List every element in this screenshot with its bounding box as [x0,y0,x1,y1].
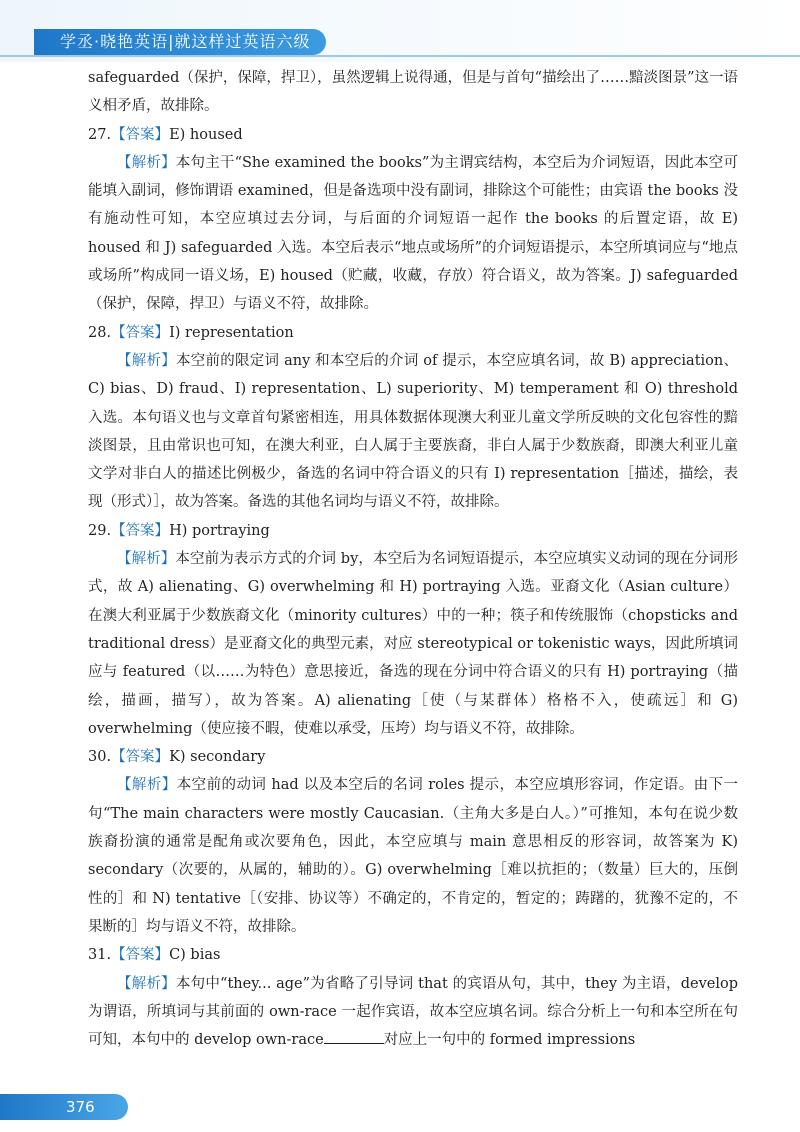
analysis-text-continued: 对应上一句中的 formed impressions [383,1032,636,1049]
analysis-28 [88,347,738,517]
analysis-text: 本句中“they... age”为省略了引导词 that 的宾语从句，其中，they 为主语，develop 为谓语，所填词与其前面的 own-race 一起作宾语，故本空应填名词。综合分析上一句和本空所在句可知，本句中的 develop own-race [88,975,739,1049]
analysis-27 [88,149,738,319]
analysis-label: 【解析】 [117,551,176,568]
analysis-text: 本空前的动词 had 以及本空后的名词 roles 提示，本空应填形容词，作定语。由下一句“The main characters were mostly Caucasian.（主角大多是白人。）”可推知，本句在说少数族裔扮演的通常是配角或次要角色，因此，本空应填与 main 意思相反的形容词，故答案为 K) secondary（次要的，从属的，辅助的）。G) overwhelming［难以抗拒的；（数量）巨大的，压倒性的］和 N) tentative［（安排、协议等）不确定的，不肯定的，暂定的；踌躇的，犹豫不定的，不果断的］均与语义不符，故排除。 [88,777,738,935]
header-divider [0,55,800,57]
question-number: 27. [88,126,112,143]
analysis-label: 【解析】 [117,975,176,992]
analysis-text: 本空前为表示方式的介词 by，本空后为名词短语提示，本空应填实义动词的现在分词形式，故 A) alienating、G) overwhelming 和 H) portraying 入选。亚裔文化（Asian culture）在澳大利亚属于少数族裔文化（minority cultures）中的一种；筷子和传统服饰（chopsticks and traditional dress）是亚裔文化的典型元素，对应 stereotypical or tokenistic ways，因此所填词应与 featured（以……为特色）意思接近，备选的现在分词中符合语义的只有 H) portraying（描绘，描画，描写），故为答案。A) alienating［使（与某群体）格格不入，使疏远］和 G) overwhelming（使应接不暇，使难以承受，压垮）均与语义不符，故排除。 [88,551,738,737]
analysis-29 [88,545,738,743]
page-number: 376 [0,1094,128,1120]
page-content [88,64,738,1054]
analysis-label: 【解析】 [117,154,176,171]
paragraph-text: safeguarded（保护，保障，捍卫），虽然逻辑上说得通，但是与首句“描绘出了……黯淡图景”这一语义相矛盾，故排除。 [88,70,738,115]
answer-30 [88,743,738,771]
paragraph-continuation [88,64,738,121]
answer-27 [88,121,738,149]
answer-text: I) representation [169,324,294,341]
answer-label: 【答案】 [111,126,170,143]
answer-label: 【答案】 [111,947,170,964]
analysis-text: 本句主干“She examined the books”为主谓宾结构，本空后为介词短语，因此本空可能填入副词，修饰谓语 examined，但是备选项中没有副词，排除这个可能性；由宾语 the books 没有施动性可知，本空应填过去分词，与后面的介词短语一起作 the books 的后置定语，故 E) housed 和 J) safeguarded 入选。本空后表示“地点或场所”的介词短语提示，本空所填词应与“地点或场所”构成同一语义场，E) housed（贮藏，收藏，存放）符合语义，故为答案。J) safeguarded（保护，保障，捍卫）与语义不符，故排除。 [88,154,739,313]
analysis-text: 本空前的限定词 any 和本空后的介词 of 提示，本空应填名词，故 B) appreciation、C) bias、D) fraud、I) representation、L) superiority、M) temperament 和 O) threshold 入选。本句语义也与文章首句紧密相连，用具体数据体现澳大利亚儿童文学所反映的文化包容性的黯淡图景，且由常识也可知，在澳大利亚，白人属于主要族裔，非白人属于少数族裔，即澳大利亚儿童文学对非白人的描述比例极少，备选的名词中符合语义的只有 I) representation［描述，描绘，表现（形式）］，故为答案。备选的其他名词均与语义不符，故排除。 [88,352,738,511]
analysis-31 [88,970,738,1055]
analysis-label: 【解析】 [117,352,177,369]
answer-label: 【答案】 [111,522,170,539]
question-number: 31. [88,947,112,964]
answer-text: K) secondary [169,749,266,766]
answer-text: C) bias [169,947,221,964]
question-number: 30. [88,749,112,766]
answer-text: H) portraying [169,522,270,539]
book-title-tab: 学丞·晓艳英语|就这样过英语六级 [34,29,326,55]
answer-label: 【答案】 [111,324,170,341]
answer-text: E) housed [169,126,243,143]
question-number: 28. [88,324,112,341]
question-number: 29. [88,522,112,539]
analysis-label: 【解析】 [117,777,177,794]
answer-31 [88,941,738,969]
answer-29 [88,517,738,545]
fill-in-blank [324,1029,384,1044]
answer-label: 【答案】 [111,749,170,766]
answer-28 [88,319,738,347]
analysis-30 [88,771,738,941]
